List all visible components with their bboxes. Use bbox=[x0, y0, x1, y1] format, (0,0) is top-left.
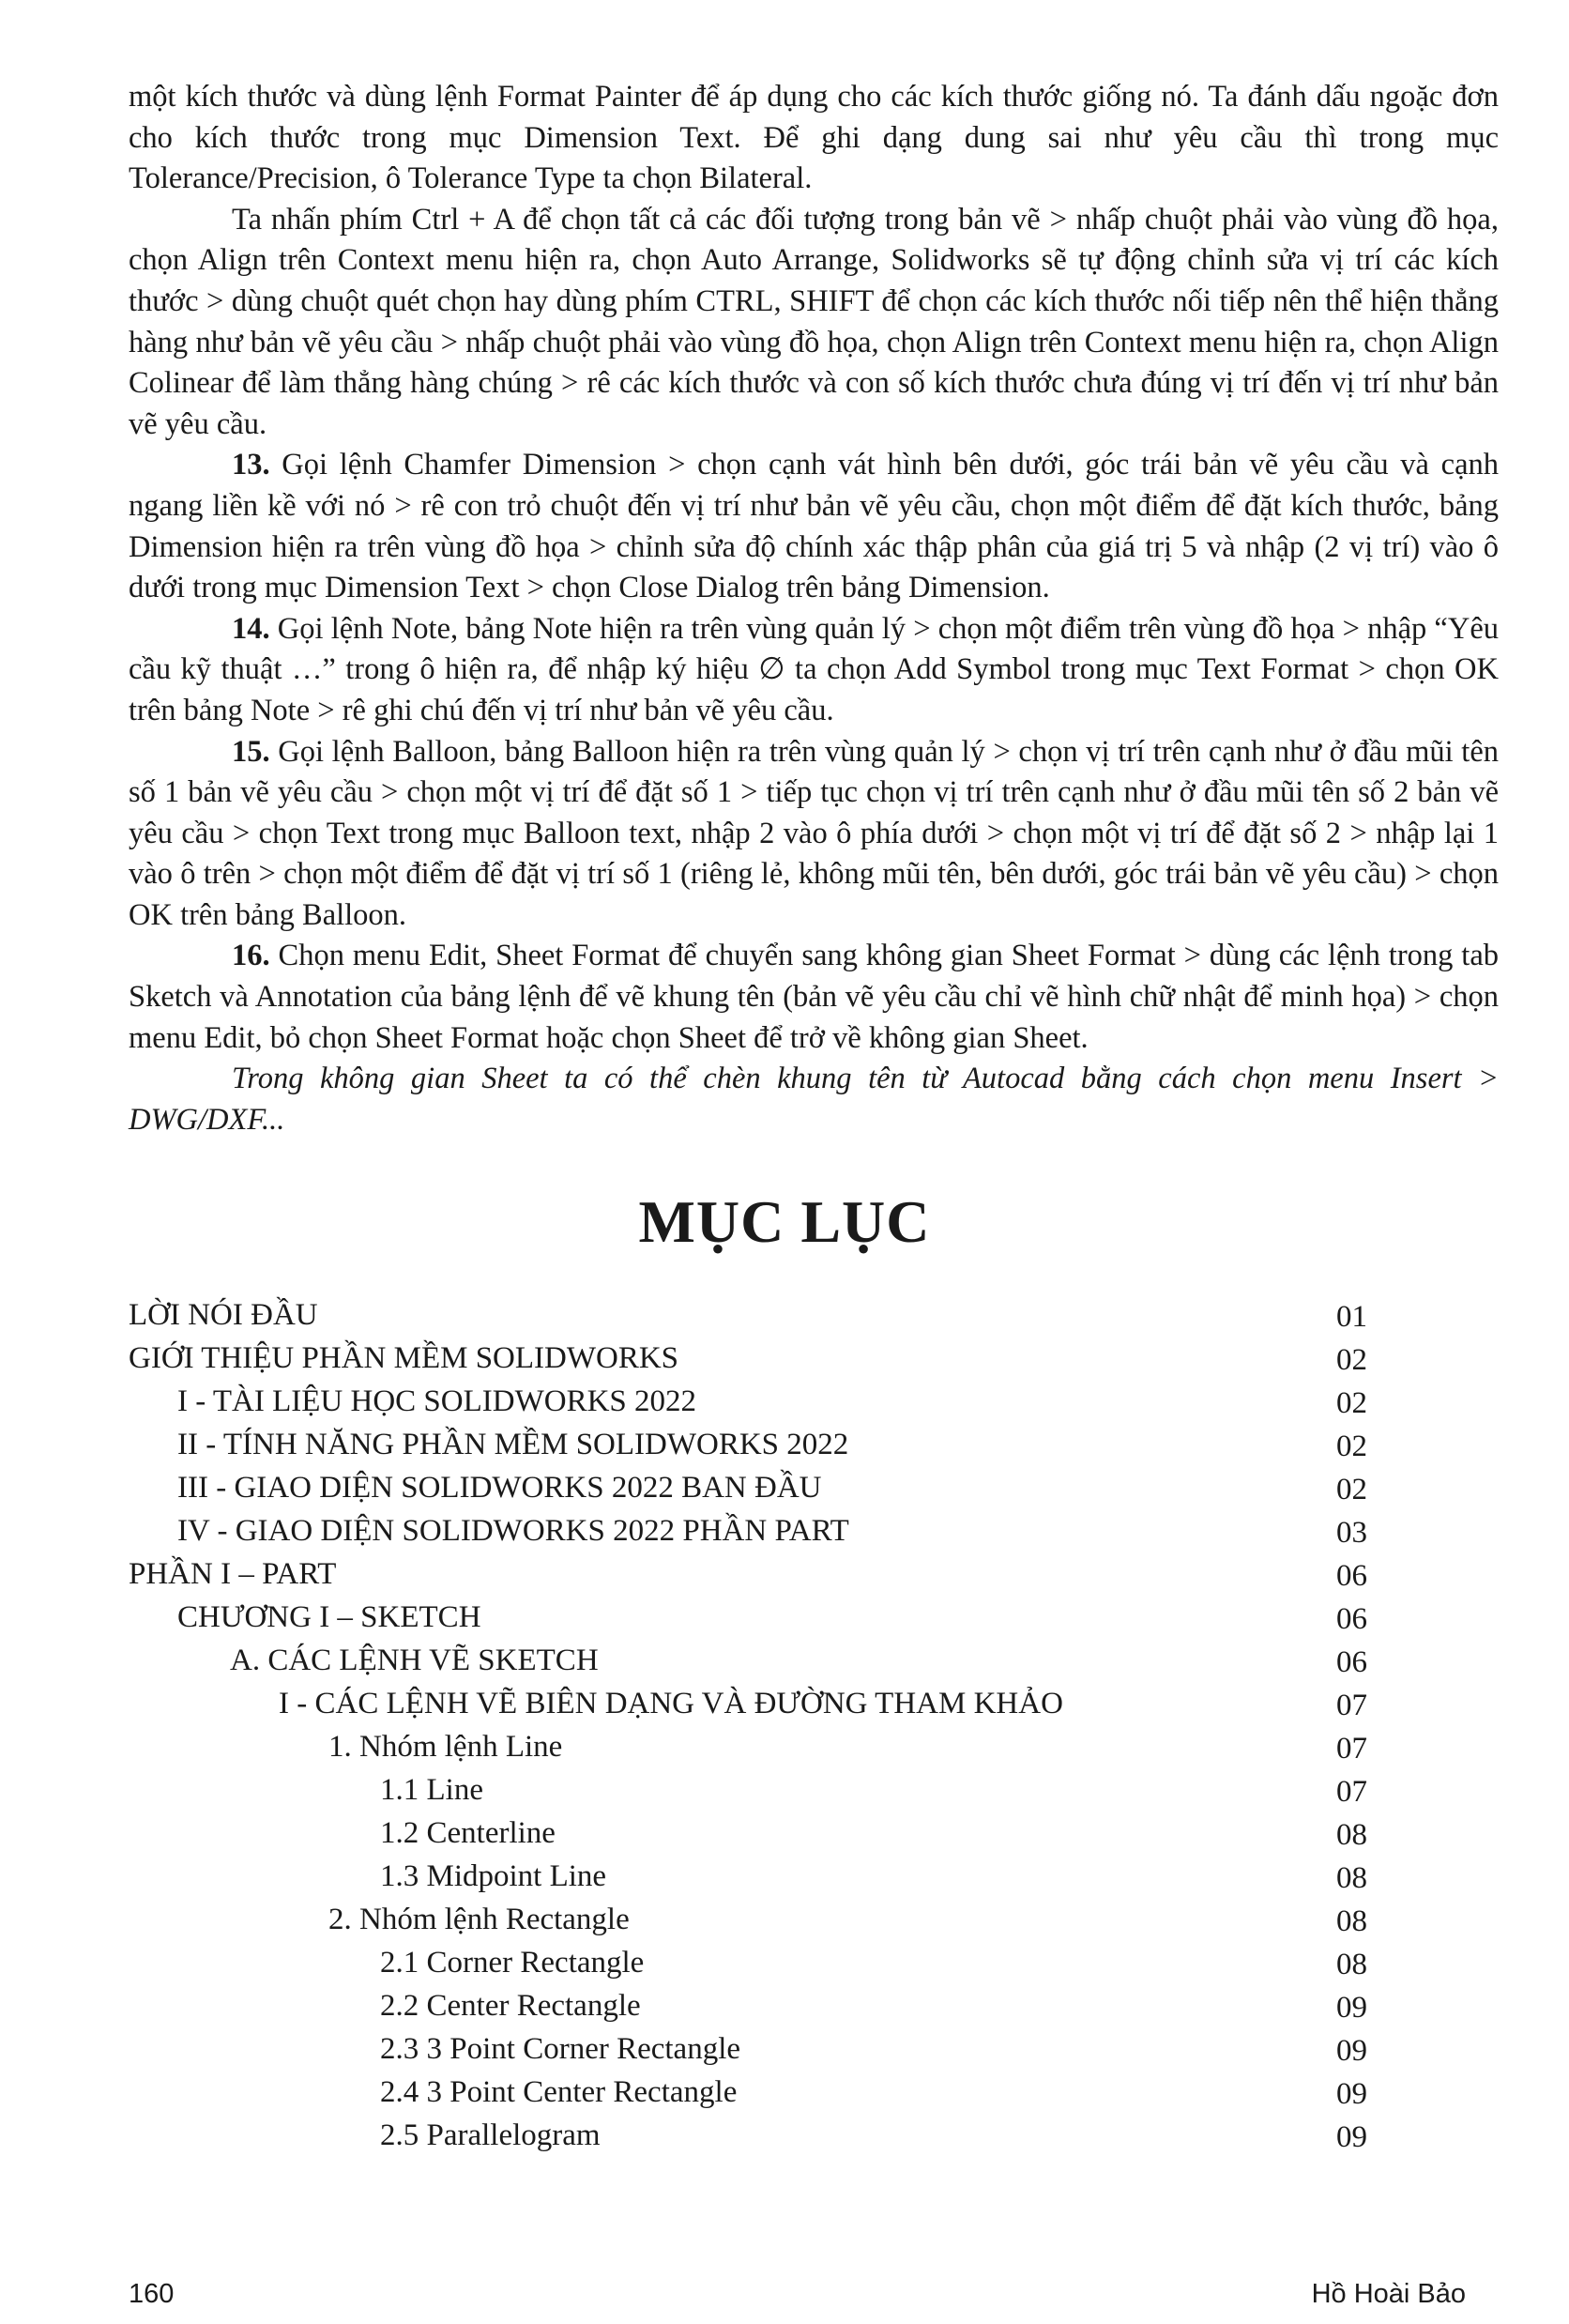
paragraph-continuation: một kích thước và dùng lệnh Format Painter để áp dụng cho các kích thước giống nó. Ta đánh dấu ngoặc đơn cho kích thước trong mục Dimension Text. Để ghi dạng dung sai như yêu cầu thì trong mục Tolerance/Precision, ô Tolerance Type ta chọn Bilateral. bbox=[129, 80, 1499, 196]
toc-entry-label: PHẦN I – PART bbox=[129, 1557, 337, 1591]
footer-author: Hồ Hoài Bảo bbox=[1311, 2279, 1466, 2309]
toc-entry-page: 02 bbox=[1336, 1386, 1367, 1420]
footer-page-number: 160 bbox=[129, 2279, 175, 2309]
toc-entry-page: 06 bbox=[1336, 1559, 1367, 1593]
step-text: Chọn menu Edit, Sheet Format để chuyển sang không gian Sheet Format > dùng các lệnh trong tab Sketch và Annotation của bảng lệnh để vẽ khung tên (bản vẽ yêu cầu chỉ vẽ hình chữ nhật để minh họa) > chọn menu Edit, bỏ chọn Sheet Format hoặc chọn Sheet để trở về không gian Sheet. bbox=[129, 939, 1499, 1055]
table-of-contents bbox=[129, 1293, 1367, 2157]
toc-entry-label: II - TÍNH NĂNG PHẦN MỀM SOLIDWORKS 2022 bbox=[177, 1428, 849, 1461]
toc-entry bbox=[129, 1380, 1367, 1423]
step-number: 13. bbox=[232, 448, 270, 482]
toc-entry-label: CHƯƠNG I – SKETCH bbox=[177, 1600, 481, 1634]
toc-entry bbox=[129, 1639, 1367, 1682]
paragraph-ctrl-a: Ta nhấn phím Ctrl + A để chọn tất cả các đối tượng trong bản vẽ > nhấp chuột phải vào vùng đồ họa, chọn Align trên Context menu hiện ra, chọn Auto Arrange, Solidworks sẽ tự động chỉnh sửa vị trí các kích thước > dùng chuột quét chọn hay dùng phím CTRL, SHIFT để chọn các kích thước nối tiếp nên thể hiện thẳng hàng như bản vẽ yêu cầu > nhấp chuột phải vào vùng đồ họa, chọn Align trên Context menu hiện ra, chọn Align Colinear để làm thẳng hàng chúng > rê các kích thước và con số kích thước chưa đúng vị trí đến vị trí như bản vẽ yêu cầu. bbox=[129, 202, 1499, 441]
toc-entry-page: 02 bbox=[1336, 1430, 1367, 1463]
step-number: 16. bbox=[232, 939, 270, 973]
toc-entry-page: 02 bbox=[1336, 1473, 1367, 1506]
toc-entry-page: 08 bbox=[1336, 1904, 1367, 1938]
toc-entry bbox=[129, 1812, 1367, 1855]
toc-entry bbox=[129, 1552, 1367, 1596]
toc-entry-page: 08 bbox=[1336, 1818, 1367, 1852]
step-text: Gọi lệnh Chamfer Dimension > chọn cạnh vát hình bên dưới, góc trái bản vẽ yêu cầu và cạnh ngang liền kề với nó > rê con trỏ chuột đến vị trí như bản vẽ yêu cầu, chọn một điểm để đặt kích thước, bảng Dimension hiện ra trên vùng đồ họa > chỉnh sửa độ chính xác thập phân của giá trị 5 và nhập (2 vị trí) vào ô dưới trong mục Dimension Text > chọn Close Dialog trên bảng Dimension. bbox=[129, 448, 1499, 605]
toc-entry-label: 2.4 3 Point Center Rectangle bbox=[380, 2075, 738, 2109]
toc-entry-label: I - CÁC LỆNH VẼ BIÊN DẠNG VÀ ĐƯỜNG THAM KHẢO bbox=[279, 1687, 1063, 1720]
toc-entry bbox=[129, 1941, 1367, 1984]
toc-entry bbox=[129, 1466, 1367, 1509]
toc-entry bbox=[129, 2027, 1367, 2071]
toc-entry-page: 08 bbox=[1336, 1861, 1367, 1895]
toc-title: MỤC LỤC bbox=[638, 1188, 931, 1255]
toc-entry bbox=[129, 2114, 1367, 2157]
paragraph-step-15 bbox=[129, 732, 1499, 937]
toc-entry-page: 07 bbox=[1336, 1775, 1367, 1809]
paragraph-step-13 bbox=[129, 445, 1499, 608]
toc-entry bbox=[129, 1984, 1367, 2027]
body-text bbox=[129, 77, 1499, 1140]
toc-entry-label: 1.2 Centerline bbox=[380, 1816, 556, 1850]
toc-entry-page: 09 bbox=[1336, 1991, 1367, 2025]
toc-entry-label: III - GIAO DIỆN SOLIDWORKS 2022 BAN ĐẦU bbox=[177, 1471, 822, 1505]
toc-entry bbox=[129, 1509, 1367, 1552]
toc-entry-page: 09 bbox=[1336, 2034, 1367, 2068]
toc-entry-label: 1.3 Midpoint Line bbox=[380, 1859, 607, 1893]
toc-entry-label: 1.1 Line bbox=[380, 1773, 483, 1807]
toc-entry bbox=[129, 1682, 1367, 1725]
italic-note: Trong không gian Sheet ta có thể chèn khung tên từ Autocad bằng cách chọn menu Insert > DWG/DXF... bbox=[129, 1062, 1499, 1137]
toc-entry-page: 08 bbox=[1336, 1948, 1367, 1981]
toc-entry bbox=[129, 1855, 1367, 1898]
step-number: 15. bbox=[232, 734, 270, 769]
toc-entry-page: 06 bbox=[1336, 1602, 1367, 1636]
toc-entry bbox=[129, 1596, 1367, 1639]
toc-entry bbox=[129, 2071, 1367, 2114]
toc-entry-page: 06 bbox=[1336, 1645, 1367, 1679]
toc-entry-label: 2.2 Center Rectangle bbox=[380, 1989, 641, 2023]
toc-entry-label: I - TÀI LIỆU HỌC SOLIDWORKS 2022 bbox=[177, 1384, 697, 1418]
toc-entry-label: IV - GIAO DIỆN SOLIDWORKS 2022 PHẦN PART bbox=[177, 1514, 849, 1548]
toc-entry-label: 2.1 Corner Rectangle bbox=[380, 1946, 645, 1980]
toc-entry-page: 01 bbox=[1336, 1300, 1367, 1334]
toc-entry-page: 07 bbox=[1336, 1689, 1367, 1722]
toc-entry-label: LỜI NÓI ĐẦU bbox=[129, 1298, 318, 1332]
toc-entry-page: 09 bbox=[1336, 2120, 1367, 2154]
toc-entry-label: 1. Nhóm lệnh Line bbox=[328, 1730, 563, 1764]
toc-entry bbox=[129, 1725, 1367, 1768]
toc-entry-page: 03 bbox=[1336, 1516, 1367, 1550]
toc-entry-page: 07 bbox=[1336, 1732, 1367, 1766]
paragraph-step-14 bbox=[129, 609, 1499, 732]
step-number: 14. bbox=[232, 611, 270, 646]
step-text: Gọi lệnh Note, bảng Note hiện ra trên vùng quản lý > chọn một điểm trên vùng đồ họa > nhập “Yêu cầu kỹ thuật …” trong ô hiện ra, để nhập ký hiệu ∅ ta chọn Add Symbol trong mục Text Format > chọn OK trên bảng Note > rê ghi chú đến vị trí như bản vẽ yêu cầu. bbox=[129, 611, 1499, 727]
toc-entry bbox=[129, 1293, 1367, 1337]
toc-entry bbox=[129, 1768, 1367, 1812]
toc-entry bbox=[129, 1423, 1367, 1466]
paragraph-step-16 bbox=[129, 936, 1499, 1059]
toc-entry-label: 2.5 Parallelogram bbox=[380, 2118, 601, 2152]
toc-entry-page: 09 bbox=[1336, 2077, 1367, 2111]
step-text: Gọi lệnh Balloon, bảng Balloon hiện ra trên vùng quản lý > chọn vị trí trên cạnh như ở đầu mũi tên số 1 bản vẽ yêu cầu > chọn một vị trí để đặt số 1 > tiếp tục chọn vị trí trên cạnh như ở đầu mũi tên số 2 bản vẽ yêu cầu > chọn Text trong mục Balloon text, nhập 2 vào ô phía dưới > chọn một vị trí để đặt số 2 > nhập lại 1 vào ô trên > chọn một điểm để đặt vị trí số 1 (riêng lẻ, không mũi tên, bên dưới, góc trái bản vẽ yêu cầu) > chọn OK trên bảng Balloon. bbox=[129, 734, 1499, 932]
toc-entry bbox=[129, 1898, 1367, 1941]
toc-entry-label: 2. Nhóm lệnh Rectangle bbox=[328, 1903, 630, 1936]
toc-entry-label: GIỚI THIỆU PHẦN MỀM SOLIDWORKS bbox=[129, 1341, 679, 1375]
toc-entry-label: 2.3 3 Point Corner Rectangle bbox=[380, 2032, 741, 2066]
toc-entry-label: A. CÁC LỆNH VẼ SKETCH bbox=[230, 1644, 599, 1677]
toc-entry-page: 02 bbox=[1336, 1343, 1367, 1377]
toc-entry bbox=[129, 1337, 1367, 1380]
